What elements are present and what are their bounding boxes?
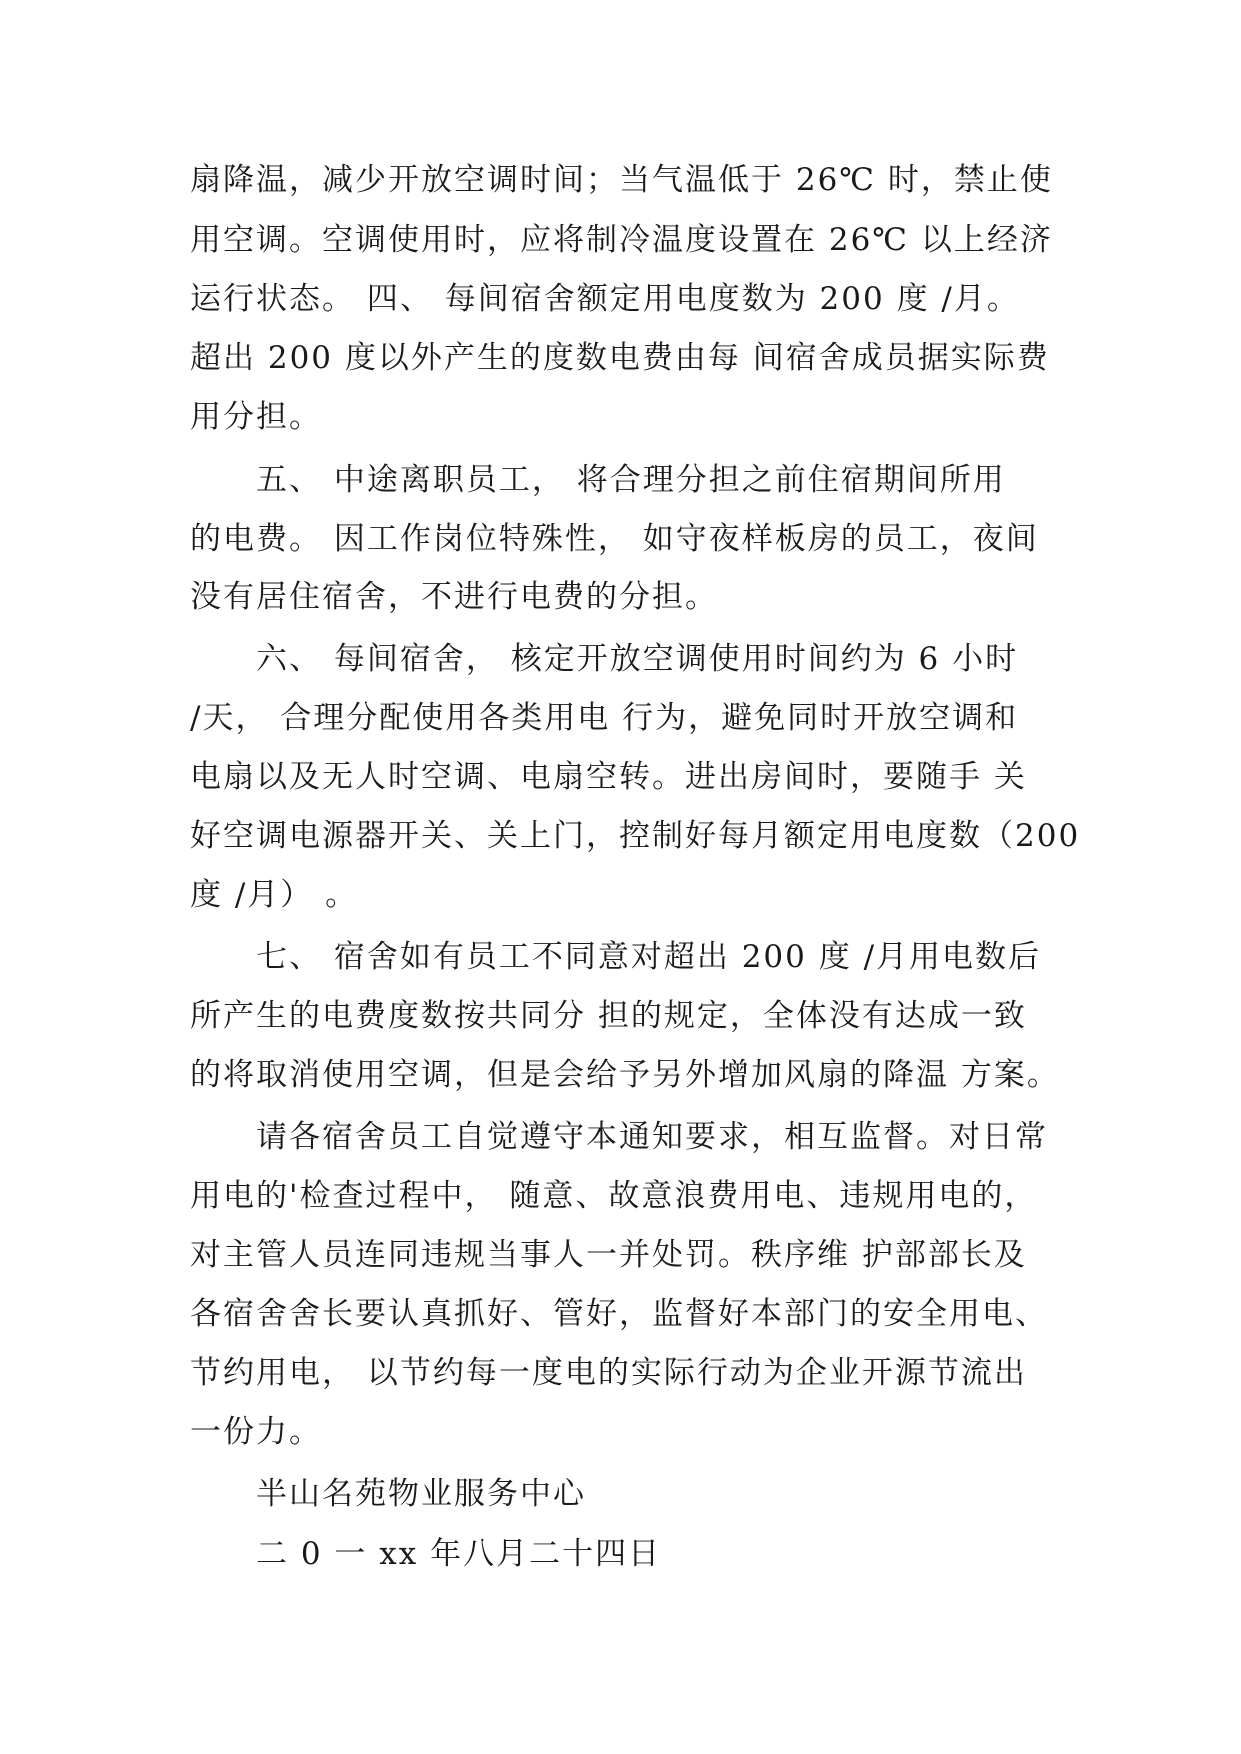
- paragraph-line: /天， 合理分配使用各类用电 行为，避免同时开放空调和: [190, 700, 1019, 736]
- paragraph-line: 用分担。: [190, 399, 322, 435]
- paragraph-line: 用电的'检查过程中， 随意、故意浪费用电、违规用电的，: [190, 1178, 1038, 1214]
- paragraph-line: 对主管人员连同违规当事人一并处罚。秩序维 护部部长及: [190, 1237, 1027, 1273]
- paragraph-line: 超出 200 度以外产生的度数电费由每 间宿舍成员据实际费: [190, 340, 1050, 376]
- paragraph-line: 的将取消使用空调，但是会给予另外增加风扇的降温 方案。: [190, 1057, 1060, 1093]
- paragraph-line: 节约用电， 以节约每一度电的实际行动为企业开源节流出: [190, 1355, 1027, 1391]
- closing-paragraph-line: 请各宿舍员工自觉遵守本通知要求，相互监督。对日常: [256, 1119, 1048, 1155]
- paragraph-line: 度 /月） 。: [190, 877, 359, 913]
- paragraph-line: 电扇以及无人时空调、电扇空转。进出房间时，要随手 关: [190, 759, 1027, 795]
- section-seven-line: 七、 宿舍如有员工不同意对超出 200 度 /月用电数后: [256, 939, 1042, 975]
- paragraph-line: 扇降温，减少开放空调时间；当气温低于 26℃ 时，禁止使: [190, 162, 1053, 198]
- paragraph-line: 用空调。空调使用时，应将制冷温度设置在 26℃ 以上经济: [190, 222, 1053, 258]
- paragraph-line: 一份力。: [190, 1414, 322, 1450]
- signature-organization: 半山名苑物业服务中心: [256, 1476, 586, 1512]
- signature-date: 二 0 一 xx 年八月二十四日: [256, 1536, 662, 1572]
- paragraph-line: 所产生的电费度数按共同分 担的规定，全体没有达成一致: [190, 998, 1027, 1034]
- paragraph-line: 没有居住宿舍，不进行电费的分担。: [190, 579, 718, 615]
- paragraph-line: 好空调电源器开关、关上门，控制好每月额定用电度数（200: [190, 818, 1081, 854]
- paragraph-line: 运行状态。 四、 每间宿舍额定用电度数为 200 度 /月。: [190, 281, 1020, 317]
- section-five-line: 五、 中途离职员工， 将合理分担之前住宿期间所用: [256, 462, 1006, 498]
- section-six-line: 六、 每间宿舍， 核定开放空调使用时间约为 6 小时: [256, 641, 1019, 677]
- paragraph-line: 的电费。 因工作岗位特殊性， 如守夜样板房的员工，夜间: [190, 521, 1039, 557]
- paragraph-line: 各宿舍舍长要认真抓好、管好，监督好本部门的安全用电、: [190, 1296, 1048, 1332]
